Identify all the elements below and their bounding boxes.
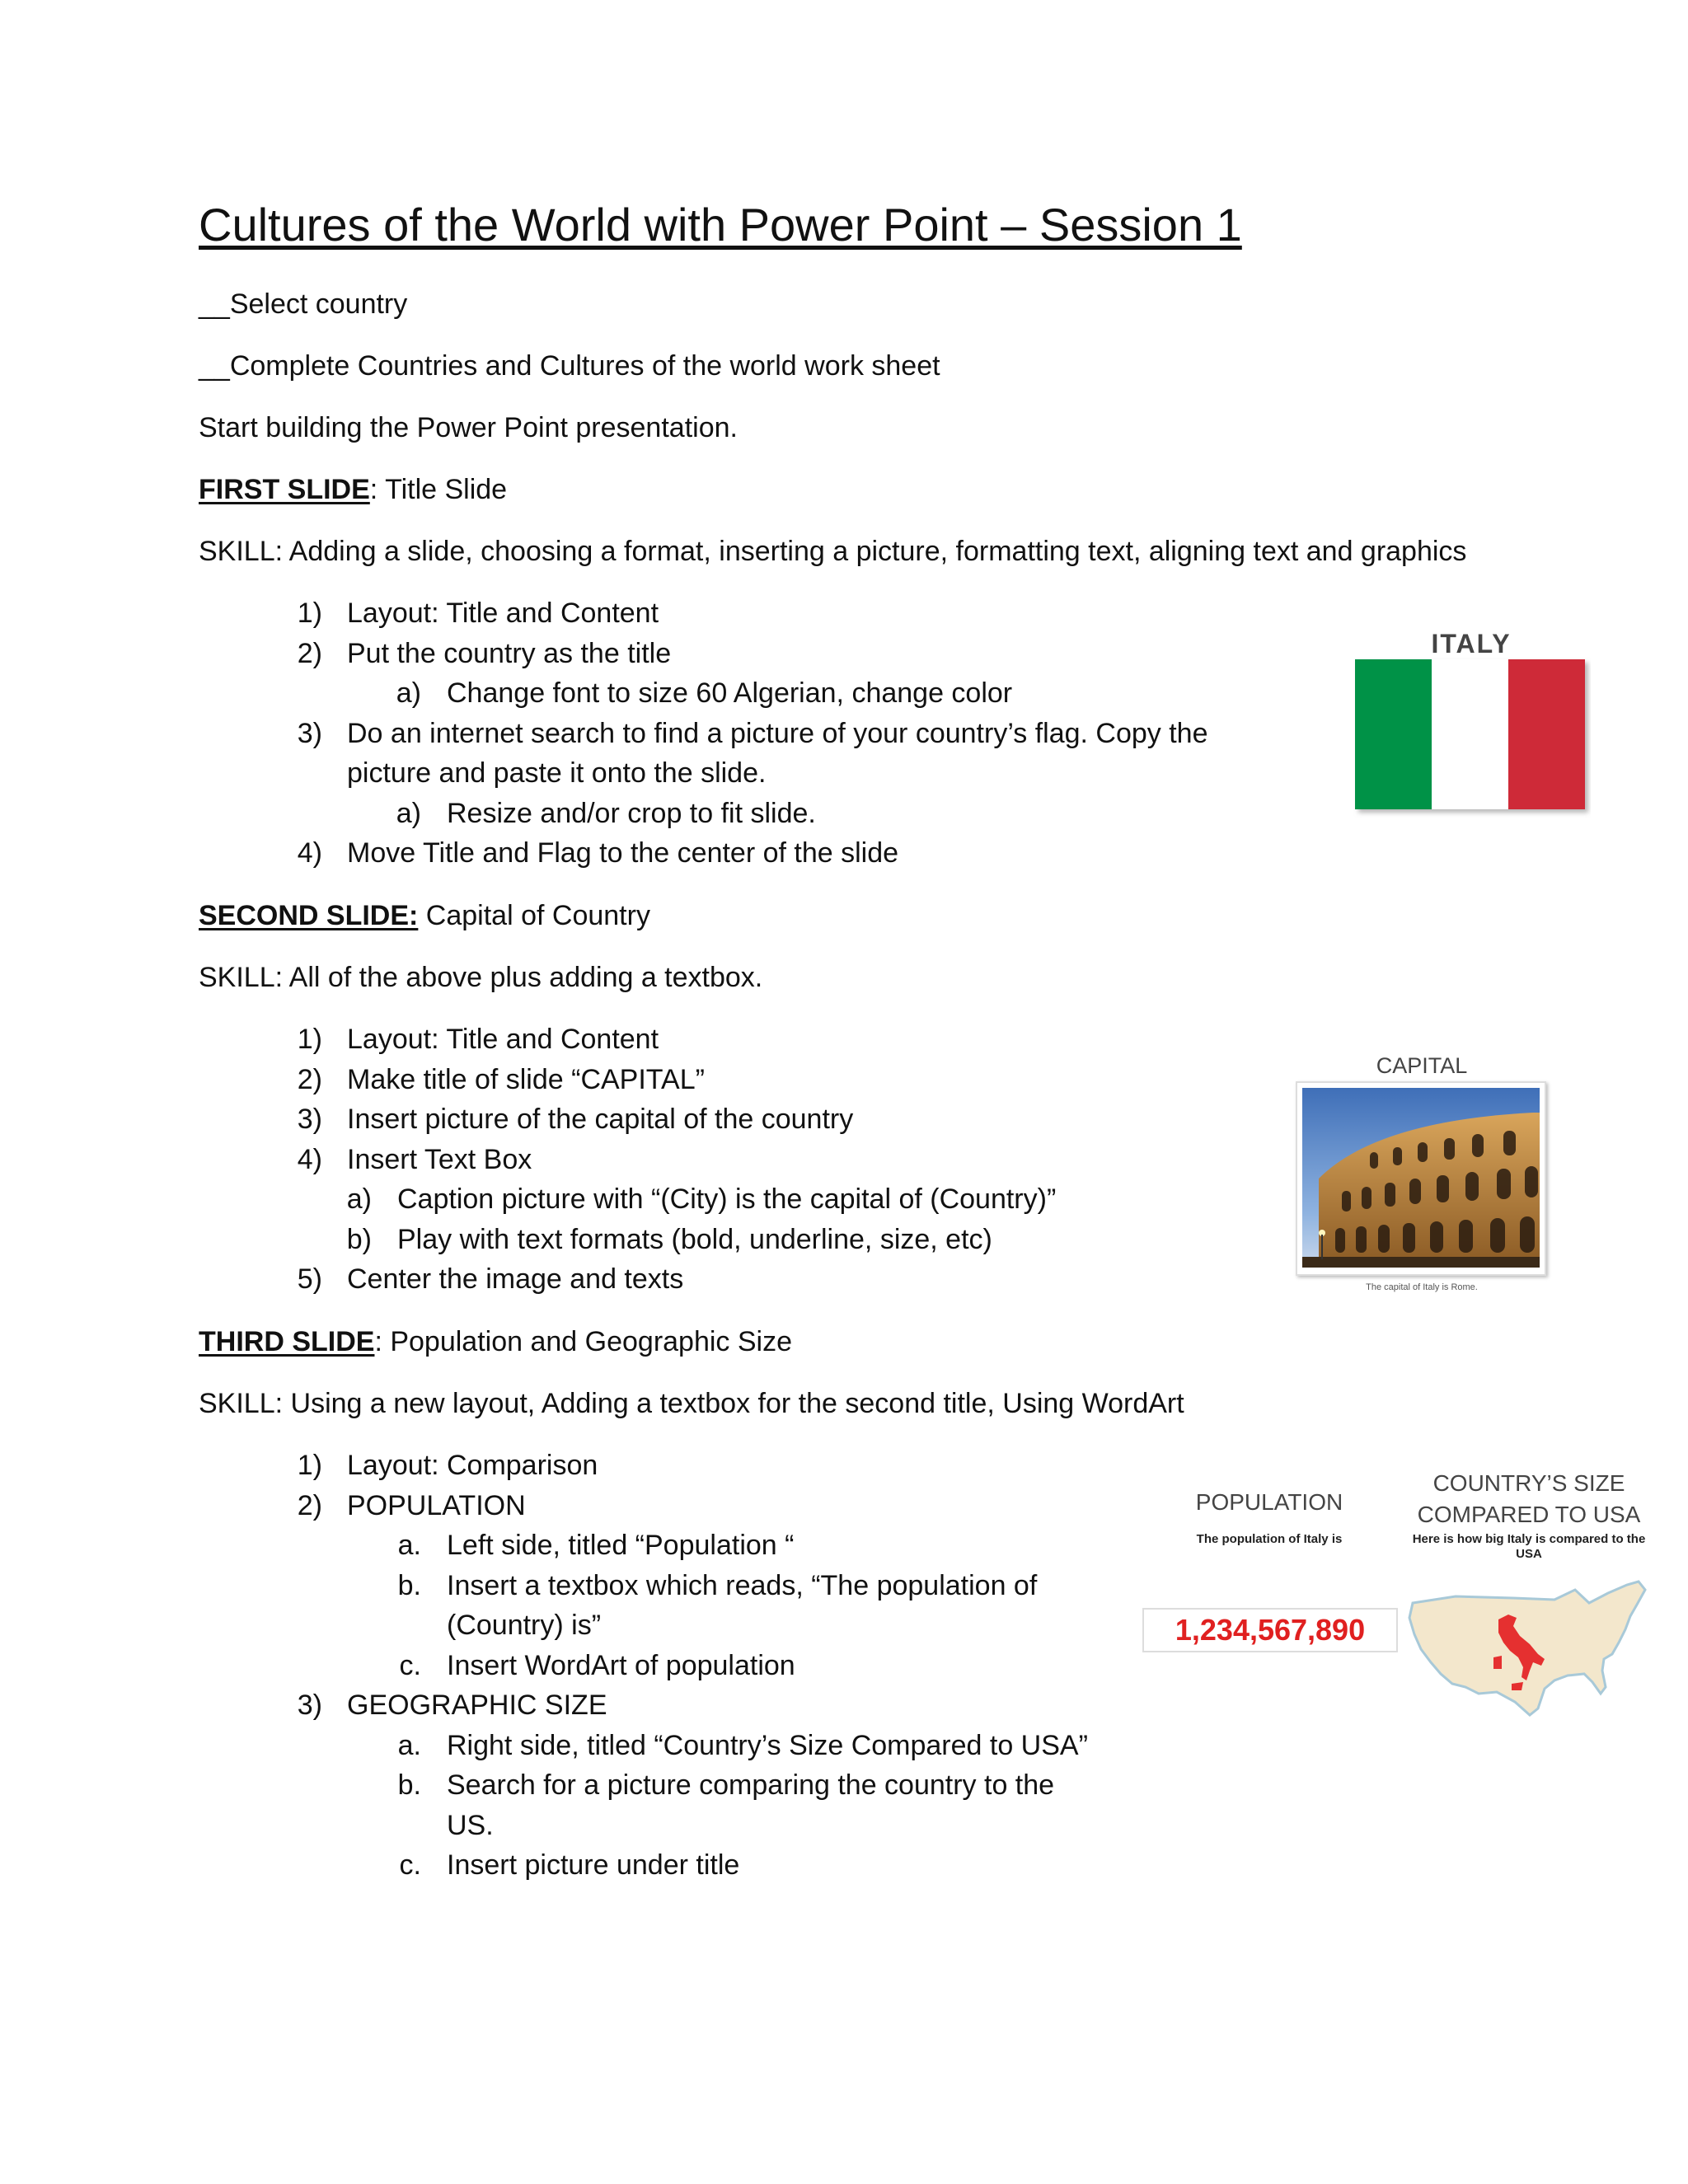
step-text-continued: picture and paste it onto the slide. xyxy=(347,757,767,789)
step-text: Insert picture of the capital of the country xyxy=(347,1104,854,1135)
second-slide-skill: SKILL: All of the above plus adding a textbox. xyxy=(199,962,763,993)
step-number: 3) xyxy=(297,718,322,749)
size-text-line1: Here is how big Italy is compared to the xyxy=(1412,1532,1646,1546)
substep-text-continued: (Country) is” xyxy=(447,1610,602,1641)
second-slide-label: SECOND SLIDE: xyxy=(199,900,419,931)
italy-flag-image xyxy=(1352,626,1591,824)
capital-slide-title: CAPITAL xyxy=(1376,1053,1468,1078)
step-text: Insert Text Box xyxy=(347,1144,532,1175)
step-number: 4) xyxy=(297,837,322,869)
colosseum-photo xyxy=(1296,1081,1546,1276)
step-text: Put the country as the title xyxy=(347,638,672,669)
substep-letter: b. xyxy=(397,1570,421,1601)
step-text: Layout: Comparison xyxy=(347,1450,598,1481)
second-slide-title: Capital of Country xyxy=(418,900,650,931)
substep-text: Left side, titled “Population “ xyxy=(447,1530,795,1561)
population-wordart: 1,234,567,890 xyxy=(1142,1608,1398,1652)
size-text-line2: USA xyxy=(1516,1547,1542,1561)
step-number: 1) xyxy=(297,1450,322,1481)
step-number: 5) xyxy=(297,1263,322,1295)
step-number: 1) xyxy=(297,1024,322,1055)
step-text: Layout: Title and Content xyxy=(347,1024,659,1055)
substep-text: Search for a picture comparing the country to the xyxy=(447,1769,1055,1801)
step-text: POPULATION xyxy=(347,1490,526,1521)
step-number: 2) xyxy=(297,638,322,669)
substep-letter: a) xyxy=(396,798,421,829)
first-slide-label: FIRST SLIDE xyxy=(199,474,370,505)
step-text: Move Title and Flag to the center of the slide xyxy=(347,837,899,869)
step-text: GEOGRAPHIC SIZE xyxy=(347,1690,607,1721)
size-title-line2: COMPARED TO USA xyxy=(1417,1502,1641,1527)
step-number: 3) xyxy=(297,1690,322,1721)
substep-text: Insert a textbox which reads, “The population of xyxy=(447,1570,1038,1601)
substep-text: Right side, titled “Country’s Size Compared to USA” xyxy=(447,1730,1088,1761)
substep-text: Resize and/or crop to fit slide. xyxy=(447,798,816,829)
second-slide-heading xyxy=(199,900,650,932)
third-slide-title: : Population and Geographic Size xyxy=(374,1326,793,1357)
capital-slide-image xyxy=(1294,1051,1550,1298)
page-title: Cultures of the World with Power Point – Session 1 xyxy=(199,199,1242,251)
substep-text: Change font to size 60 Algerian, change color xyxy=(447,677,1013,709)
substep-letter: c. xyxy=(399,1849,421,1881)
substep-text-continued: US. xyxy=(447,1810,494,1841)
step-text: Layout: Title and Content xyxy=(347,598,659,629)
step-text: Make title of slide “CAPITAL” xyxy=(347,1064,705,1095)
third-slide-label: THIRD SLIDE xyxy=(199,1326,375,1357)
population-text: The population of Italy is xyxy=(1196,1532,1343,1546)
first-slide-heading xyxy=(199,474,507,506)
checklist-item-select-country: __Select country xyxy=(199,288,408,320)
size-title-line1: COUNTRY’S SIZE xyxy=(1432,1470,1625,1496)
substep-letter: a. xyxy=(397,1730,421,1761)
substep-letter: b) xyxy=(346,1224,372,1255)
step-number: 3) xyxy=(297,1104,322,1135)
substep-letter: a. xyxy=(397,1530,421,1561)
first-slide-skill: SKILL: Adding a slide, choosing a format, inserting a picture, formatting text, aligning text and graphics xyxy=(199,536,1467,567)
substep-text: Caption picture with “(City) is the capital of (Country)” xyxy=(397,1183,1057,1215)
third-slide-skill: SKILL: Using a new layout, Adding a textbox for the second title, Using WordArt xyxy=(199,1388,1184,1419)
intro-text: Start building the Power Point presentation. xyxy=(199,412,738,443)
step-text: Center the image and texts xyxy=(347,1263,684,1295)
population-title: POPULATION xyxy=(1195,1489,1343,1515)
step-text: Do an internet search to find a picture of your country’s flag. Copy the xyxy=(347,718,1208,749)
flag-slide-title: ITALY xyxy=(1431,629,1512,658)
substep-letter: a) xyxy=(396,677,421,709)
capital-caption: The capital of Italy is Rome. xyxy=(1366,1282,1478,1292)
substep-letter: c. xyxy=(399,1650,421,1681)
substep-letter: b. xyxy=(397,1769,421,1801)
substep-letter: a) xyxy=(346,1183,372,1215)
substep-text: Insert WordArt of population xyxy=(447,1650,795,1681)
substep-text: Insert picture under title xyxy=(447,1849,740,1881)
substep-text: Play with text formats (bold, underline, size, etc) xyxy=(397,1224,992,1255)
usa-italy-map xyxy=(1406,1578,1653,1731)
first-slide-title: : Title Slide xyxy=(369,474,508,505)
step-number: 4) xyxy=(297,1144,322,1175)
checklist-item-worksheet: __Complete Countries and Cultures of the world work sheet xyxy=(199,350,940,382)
comparison-slide-image xyxy=(1137,1463,1665,1751)
third-slide-heading xyxy=(199,1326,792,1358)
step-number: 1) xyxy=(297,598,322,629)
step-number: 2) xyxy=(297,1064,322,1095)
step-number: 2) xyxy=(297,1490,322,1521)
